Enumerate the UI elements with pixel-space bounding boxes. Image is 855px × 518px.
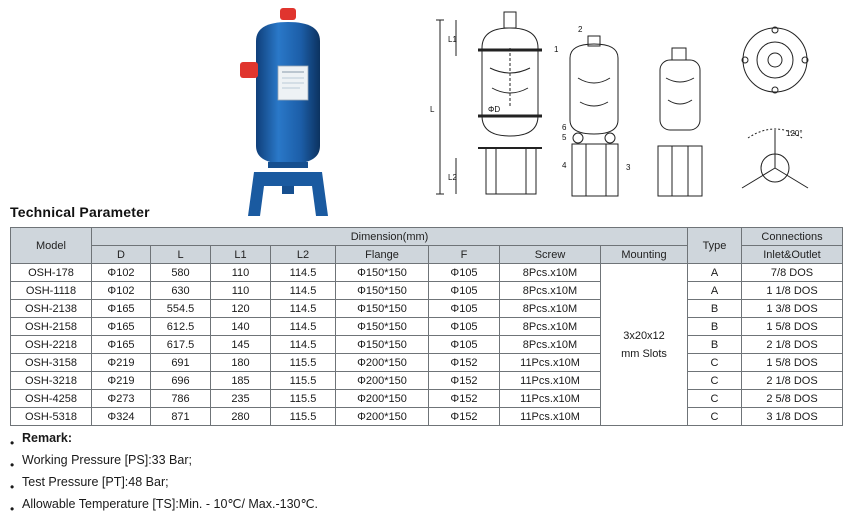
dim-label-l1: L1	[448, 35, 457, 44]
cell-conn: 2 5/8 DOS	[742, 390, 843, 408]
bullet-icon: •	[10, 480, 15, 494]
cell-model: OSH-178	[11, 264, 92, 282]
cell-model: OSH-2158	[11, 318, 92, 336]
cell-type: B	[688, 336, 742, 354]
bullet-icon: •	[10, 436, 15, 450]
cell-l1: 110	[211, 282, 271, 300]
cell-l: 691	[151, 354, 211, 372]
table-row	[11, 354, 843, 372]
cell-d: Φ165	[92, 336, 151, 354]
remark-working-pressure: Working Pressure [PS]:33 Bar;	[22, 453, 192, 467]
side-fitting	[240, 62, 258, 78]
cell-screw: 11Pcs.x10M	[500, 390, 601, 408]
cell-d: Φ165	[92, 300, 151, 318]
technical-parameter-table	[10, 227, 843, 426]
dim-label-l2: L2	[448, 173, 457, 182]
cell-model: OSH-5318	[11, 408, 92, 426]
cell-conn: 1 3/8 DOS	[742, 300, 843, 318]
cell-l: 871	[151, 408, 211, 426]
cell-d: Φ102	[92, 264, 151, 282]
cell-d: Φ102	[92, 282, 151, 300]
table-row	[11, 282, 843, 300]
cell-flange: Φ200*150	[336, 390, 429, 408]
technical-drawings	[430, 8, 845, 206]
cell-flange: Φ150*150	[336, 264, 429, 282]
cell-flange: Φ200*150	[336, 408, 429, 426]
remark-title: Remark:	[22, 431, 73, 445]
cell-conn: 1 5/8 DOS	[742, 318, 843, 336]
cell-screw: 11Pcs.x10M	[500, 354, 601, 372]
dim-label-d: ΦD	[488, 105, 501, 114]
cell-l1: 185	[211, 372, 271, 390]
cell-f: Φ105	[429, 300, 500, 318]
cell-l1: 110	[211, 264, 271, 282]
cell-d: Φ219	[92, 354, 151, 372]
bullet-icon: •	[10, 502, 15, 516]
cell-conn: 2 1/8 DOS	[742, 372, 843, 390]
table-row	[11, 300, 843, 318]
dim-label-l: L	[430, 105, 435, 114]
cell-model: OSH-3218	[11, 372, 92, 390]
header-dimension: Dimension(mm)	[92, 228, 688, 246]
top-fitting	[280, 8, 296, 20]
cell-l2: 115.5	[271, 408, 336, 426]
callout-4: 4	[562, 161, 567, 170]
header-inlet-outlet: Inlet&Outlet	[742, 246, 843, 264]
table-row	[11, 336, 843, 354]
cell-type: C	[688, 390, 742, 408]
cell-l2: 114.5	[271, 282, 336, 300]
cell-d: Φ324	[92, 408, 151, 426]
cell-screw: 11Pcs.x10M	[500, 372, 601, 390]
header-l1: L1	[211, 246, 271, 264]
mounting-line-1: 3x20x12	[623, 329, 665, 342]
cell-l1: 280	[211, 408, 271, 426]
cell-type: B	[688, 318, 742, 336]
cell-conn: 3 1/8 DOS	[742, 408, 843, 426]
callout-3: 3	[626, 163, 631, 172]
cell-l2: 115.5	[271, 372, 336, 390]
cell-flange: Φ150*150	[336, 336, 429, 354]
cell-l1: 120	[211, 300, 271, 318]
cell-conn: 2 1/8 DOS	[742, 336, 843, 354]
table-row	[11, 372, 843, 390]
cell-type: A	[688, 282, 742, 300]
cell-l2: 115.5	[271, 390, 336, 408]
header-mounting: Mounting	[601, 246, 688, 264]
cell-d: Φ273	[92, 390, 151, 408]
cell-f: Φ105	[429, 282, 500, 300]
cell-l2: 114.5	[271, 264, 336, 282]
callout-1: 1	[554, 45, 559, 54]
cell-conn: 1 5/8 DOS	[742, 354, 843, 372]
cell-f: Φ105	[429, 264, 500, 282]
header-f: F	[429, 246, 500, 264]
cell-flange: Φ150*150	[336, 282, 429, 300]
table-row	[11, 390, 843, 408]
cell-flange: Φ150*150	[336, 318, 429, 336]
cell-screw: 8Pcs.x10M	[500, 264, 601, 282]
table-row	[11, 318, 843, 336]
header-screw: Screw	[500, 246, 601, 264]
product-photo	[228, 6, 338, 218]
cell-l1: 180	[211, 354, 271, 372]
cell-screw: 8Pcs.x10M	[500, 318, 601, 336]
header-type: Type	[688, 228, 742, 264]
cell-l: 617.5	[151, 336, 211, 354]
cell-l: 612.5	[151, 318, 211, 336]
cell-screw: 8Pcs.x10M	[500, 282, 601, 300]
header-l2: L2	[271, 246, 336, 264]
header-model: Model	[11, 228, 92, 264]
cell-flange: Φ200*150	[336, 372, 429, 390]
remark-temperature: Allowable Temperature [TS]:Min. - 10℃/ Max.-130℃.	[22, 497, 319, 511]
cell-model: OSH-4258	[11, 390, 92, 408]
cell-type: A	[688, 264, 742, 282]
callout-2: 2	[578, 25, 583, 34]
cell-screw: 8Pcs.x10M	[500, 300, 601, 318]
remark-test-pressure: Test Pressure [PT]:48 Bar;	[22, 475, 169, 489]
cell-l: 630	[151, 282, 211, 300]
mounting-line-2: mm Slots	[621, 347, 667, 360]
section-title: Technical Parameter	[10, 204, 150, 220]
cell-l1: 235	[211, 390, 271, 408]
cell-f: Φ152	[429, 408, 500, 426]
cell-l: 696	[151, 372, 211, 390]
cell-conn: 1 1/8 DOS	[742, 282, 843, 300]
cell-model: OSH-2138	[11, 300, 92, 318]
cell-d: Φ165	[92, 318, 151, 336]
cell-l: 554.5	[151, 300, 211, 318]
cell-l: 786	[151, 390, 211, 408]
cell-l2: 114.5	[271, 318, 336, 336]
header-l: L	[151, 246, 211, 264]
angle-label: 120°	[786, 129, 803, 138]
cell-flange: Φ200*150	[336, 354, 429, 372]
cell-f: Φ152	[429, 354, 500, 372]
cell-model: OSH-3158	[11, 354, 92, 372]
cell-l1: 140	[211, 318, 271, 336]
cell-type: C	[688, 372, 742, 390]
flange-plate	[268, 162, 308, 168]
cell-conn: 7/8 DOS	[742, 264, 843, 282]
cell-flange: Φ150*150	[336, 300, 429, 318]
cell-l: 580	[151, 264, 211, 282]
header-d: D	[92, 246, 151, 264]
cell-screw: 11Pcs.x10M	[500, 408, 601, 426]
cell-l2: 114.5	[271, 300, 336, 318]
cell-model: OSH-1118	[11, 282, 92, 300]
cell-model: OSH-2218	[11, 336, 92, 354]
header-flange: Flange	[336, 246, 429, 264]
cell-screw: 8Pcs.x10M	[500, 336, 601, 354]
cell-d: Φ219	[92, 372, 151, 390]
bullet-icon: •	[10, 458, 15, 472]
callout-6: 6	[562, 123, 567, 132]
table-row	[11, 264, 843, 282]
cell-l2: 115.5	[271, 354, 336, 372]
cell-type: C	[688, 354, 742, 372]
cell-f: Φ105	[429, 336, 500, 354]
cell-type: C	[688, 408, 742, 426]
cell-l1: 145	[211, 336, 271, 354]
cell-type: B	[688, 300, 742, 318]
header-connections: Connections	[742, 228, 843, 246]
table-row	[11, 408, 843, 426]
cell-f: Φ152	[429, 372, 500, 390]
cell-l2: 114.5	[271, 336, 336, 354]
callout-5: 5	[562, 133, 567, 142]
cell-mounting	[601, 264, 688, 426]
cell-f: Φ105	[429, 318, 500, 336]
cell-f: Φ152	[429, 390, 500, 408]
